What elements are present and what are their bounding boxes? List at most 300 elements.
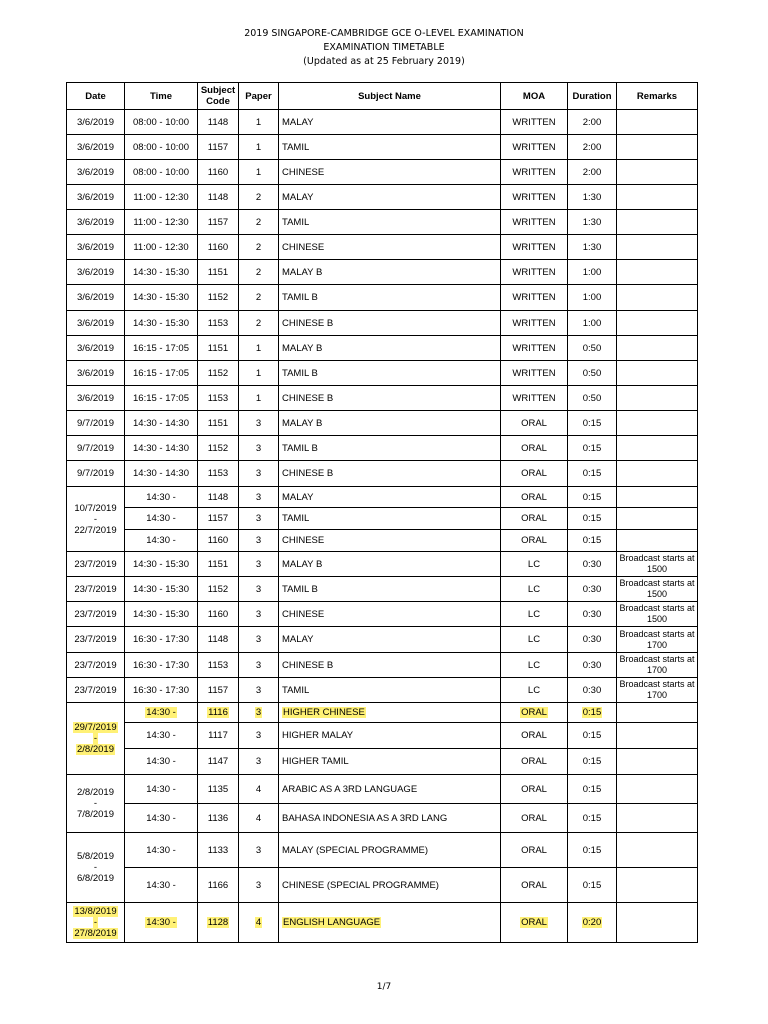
moa-cell: ORAL	[501, 461, 568, 487]
duration-cell: 0:50	[568, 361, 617, 386]
duration-cell: 0:50	[568, 336, 617, 361]
moa-cell: WRITTEN	[501, 260, 568, 285]
subject-code-cell: 1153	[198, 311, 239, 336]
subject-name-cell: CHINESE	[279, 160, 501, 185]
remarks-cell: Broadcast starts at 1700	[617, 678, 698, 703]
time-cell: 11:00 - 12:30	[125, 235, 198, 260]
paper-cell: 3	[239, 508, 279, 530]
date-range-part: 22/7/2019	[74, 524, 117, 536]
subject-name-cell-text: ENGLISH LANGUAGE	[283, 917, 381, 928]
paper-cell: 2	[239, 235, 279, 260]
subject-name-cell: TAMIL	[279, 678, 501, 703]
remarks-cell	[617, 723, 698, 749]
duration-cell: 2:00	[568, 135, 617, 160]
remarks-cell	[617, 903, 698, 943]
remarks-cell	[617, 703, 698, 723]
subject-code-cell: 1151	[198, 260, 239, 285]
date-cell: 9/7/2019	[67, 461, 125, 487]
date-range-cell	[67, 775, 125, 833]
moa-cell: WRITTEN	[501, 160, 568, 185]
moa-cell: ORAL	[501, 508, 568, 530]
date-range-part: 7/8/2019	[77, 809, 114, 820]
table-row	[67, 386, 698, 411]
table-row	[67, 627, 698, 653]
date-range-part: -	[93, 798, 98, 809]
date-range-text: -	[93, 917, 98, 928]
date-cell: 23/7/2019	[67, 627, 125, 653]
subject-code-cell: 1136	[198, 804, 239, 833]
subject-code-cell: 1152	[198, 577, 239, 602]
date-range-part	[69, 917, 122, 928]
duration-cell: 0:15	[568, 833, 617, 868]
subject-code-cell: 1152	[198, 436, 239, 461]
moa-cell-text: ORAL	[521, 917, 547, 928]
subject-name-cell: BAHASA INDONESIA AS A 3RD LANG	[279, 804, 501, 833]
remarks-cell: Broadcast starts at 1500	[617, 602, 698, 627]
date-range-text: -	[93, 733, 98, 744]
moa-cell: WRITTEN	[501, 311, 568, 336]
table-row	[67, 552, 698, 577]
remarks-cell	[617, 508, 698, 530]
time-cell: 16:15 - 17:05	[125, 386, 198, 411]
duration-cell: 0:30	[568, 552, 617, 577]
duration-cell: 0:15	[568, 804, 617, 833]
paper-cell: 2	[239, 311, 279, 336]
duration-cell: 0:15	[568, 411, 617, 436]
date-cell: 3/6/2019	[67, 210, 125, 235]
remarks-cell	[617, 235, 698, 260]
table-row	[67, 804, 698, 833]
moa-cell	[501, 703, 568, 723]
table-row	[67, 602, 698, 627]
paper-cell: 1	[239, 336, 279, 361]
time-cell: 16:30 - 17:30	[125, 627, 198, 653]
table-row	[67, 775, 698, 804]
remarks-cell	[617, 336, 698, 361]
duration-cell	[568, 703, 617, 723]
date-range-part: -	[93, 513, 98, 525]
remarks-cell	[617, 804, 698, 833]
moa-cell: ORAL	[501, 436, 568, 461]
table-row	[67, 577, 698, 602]
table-row	[67, 135, 698, 160]
duration-cell: 0:15	[568, 749, 617, 775]
table-row	[67, 868, 698, 903]
date-range-part	[69, 928, 122, 939]
subject-code-cell	[198, 703, 239, 723]
remarks-cell	[617, 411, 698, 436]
date-cell: 3/6/2019	[67, 336, 125, 361]
date-cell: 9/7/2019	[67, 411, 125, 436]
paper-cell: 4	[239, 804, 279, 833]
subject-code-cell: 1148	[198, 110, 239, 135]
moa-cell: LC	[501, 627, 568, 653]
table-row	[67, 210, 698, 235]
time-cell: 14:30 -	[125, 775, 198, 804]
moa-cell: ORAL	[501, 749, 568, 775]
table-row	[67, 723, 698, 749]
remarks-cell	[617, 361, 698, 386]
paper-cell: 3	[239, 487, 279, 508]
date-cell: 3/6/2019	[67, 135, 125, 160]
subject-name-cell: TAMIL	[279, 210, 501, 235]
time-cell: 14:30 - 15:30	[125, 577, 198, 602]
subject-code-cell: 1151	[198, 336, 239, 361]
subject-name-cell: TAMIL B	[279, 361, 501, 386]
duration-cell: 1:30	[568, 185, 617, 210]
date-range-cell	[67, 487, 125, 552]
duration-cell: 0:30	[568, 678, 617, 703]
moa-cell: WRITTEN	[501, 110, 568, 135]
moa-cell: ORAL	[501, 411, 568, 436]
date-cell: 3/6/2019	[67, 235, 125, 260]
date-cell: 23/7/2019	[67, 678, 125, 703]
subject-code-cell	[198, 903, 239, 943]
date-range-text: 13/8/2019	[74, 906, 117, 917]
moa-cell: ORAL	[501, 833, 568, 868]
table-row	[67, 749, 698, 775]
subject-name-cell: TAMIL B	[279, 436, 501, 461]
subject-code-cell: 1160	[198, 530, 239, 552]
date-range-text: 2/8/2019	[77, 744, 114, 755]
date-range-part: 2/8/2019	[77, 787, 114, 798]
remarks-cell	[617, 868, 698, 903]
moa-cell	[501, 903, 568, 943]
paper-cell: 2	[239, 260, 279, 285]
moa-cell: LC	[501, 678, 568, 703]
time-cell-text: 14:30 -	[146, 917, 176, 928]
date-range-text: 27/8/2019	[74, 928, 117, 939]
date-cell: 3/6/2019	[67, 260, 125, 285]
paper-cell: 3	[239, 627, 279, 653]
date-range-part	[69, 744, 122, 755]
subject-name-cell: MALAY B	[279, 260, 501, 285]
table-header-row	[67, 83, 698, 110]
time-cell: 14:30 -	[125, 530, 198, 552]
paper-cell: 3	[239, 411, 279, 436]
date-range-cell	[67, 833, 125, 903]
moa-cell: WRITTEN	[501, 210, 568, 235]
subject-name-cell: MALAY B	[279, 336, 501, 361]
subject-name-cell: CHINESE	[279, 602, 501, 627]
table-row	[67, 436, 698, 461]
moa-cell: LC	[501, 552, 568, 577]
subject-name-cell: CHINESE B	[279, 311, 501, 336]
table-row	[67, 653, 698, 678]
subject-code-cell: 1133	[198, 833, 239, 868]
duration-cell: 0:50	[568, 386, 617, 411]
table-row	[67, 336, 698, 361]
paper-cell	[239, 903, 279, 943]
remarks-cell	[617, 530, 698, 552]
document-header	[0, 27, 768, 69]
paper-cell: 3	[239, 833, 279, 868]
subject-name-cell: MALAY B	[279, 411, 501, 436]
table-row	[67, 160, 698, 185]
subject-code-cell: 1160	[198, 160, 239, 185]
table-row	[67, 487, 698, 508]
subject-name-cell: TAMIL B	[279, 577, 501, 602]
subject-name-cell-text: HIGHER CHINESE	[283, 707, 365, 718]
time-cell: 14:30 -	[125, 723, 198, 749]
page-number: 1/7	[376, 982, 392, 992]
subject-name-cell: TAMIL	[279, 135, 501, 160]
subject-name-cell: MALAY	[279, 110, 501, 135]
date-range-part: 10/7/2019	[74, 502, 117, 514]
paper-cell: 3	[239, 577, 279, 602]
duration-cell: 0:15	[568, 508, 617, 530]
remarks-cell	[617, 487, 698, 508]
subject-code-cell: 1117	[198, 723, 239, 749]
date-cell: 23/7/2019	[67, 602, 125, 627]
col-header-paper: Paper	[239, 83, 279, 110]
subject-name-cell: CHINESE B	[279, 653, 501, 678]
table-row	[67, 285, 698, 311]
moa-cell: ORAL	[501, 868, 568, 903]
subject-name-cell: CHINESE	[279, 530, 501, 552]
subject-name-cell: CHINESE (SPECIAL PROGRAMME)	[279, 868, 501, 903]
subject-code-cell-text: 1116	[208, 707, 228, 718]
subject-name-cell: TAMIL B	[279, 285, 501, 311]
duration-cell: 0:30	[568, 653, 617, 678]
subject-code-cell: 1148	[198, 185, 239, 210]
date-range-cell	[67, 903, 125, 943]
time-cell-text: 14:30 -	[146, 707, 176, 718]
duration-cell: 0:30	[568, 627, 617, 653]
duration-cell: 0:15	[568, 775, 617, 804]
remarks-cell	[617, 185, 698, 210]
paper-cell: 3	[239, 749, 279, 775]
date-cell: 3/6/2019	[67, 110, 125, 135]
subject-code-cell: 1153	[198, 653, 239, 678]
paper-cell: 4	[239, 775, 279, 804]
date-cell: 23/7/2019	[67, 552, 125, 577]
subject-name-cell: MALAY B	[279, 552, 501, 577]
table-row	[67, 678, 698, 703]
duration-cell-text: 0:20	[582, 917, 602, 928]
subject-name-cell: MALAY	[279, 487, 501, 508]
duration-cell: 1:00	[568, 260, 617, 285]
time-cell: 14:30 - 14:30	[125, 461, 198, 487]
remarks-cell	[617, 260, 698, 285]
moa-cell: ORAL	[501, 530, 568, 552]
paper-cell: 1	[239, 160, 279, 185]
duration-cell: 0:15	[568, 868, 617, 903]
duration-cell: 0:15	[568, 530, 617, 552]
subject-name-cell: HIGHER MALAY	[279, 723, 501, 749]
table-row	[67, 110, 698, 135]
moa-cell: WRITTEN	[501, 336, 568, 361]
paper-cell-text: 3	[255, 707, 262, 718]
subject-code-cell: 1152	[198, 361, 239, 386]
subject-code-cell: 1166	[198, 868, 239, 903]
duration-cell: 0:15	[568, 461, 617, 487]
paper-cell: 3	[239, 653, 279, 678]
duration-cell	[568, 903, 617, 943]
subject-name-cell: MALAY	[279, 627, 501, 653]
subject-code-cell: 1153	[198, 386, 239, 411]
subject-code-cell: 1151	[198, 411, 239, 436]
moa-cell: ORAL	[501, 487, 568, 508]
remarks-cell	[617, 749, 698, 775]
table-row	[67, 185, 698, 210]
time-cell: 14:30 - 15:30	[125, 260, 198, 285]
remarks-cell: Broadcast starts at 1500	[617, 552, 698, 577]
subject-name-cell: CHINESE	[279, 235, 501, 260]
date-cell: 3/6/2019	[67, 386, 125, 411]
paper-cell: 2	[239, 185, 279, 210]
subject-code-cell: 1157	[198, 678, 239, 703]
timetable	[66, 82, 698, 943]
table-row	[67, 411, 698, 436]
subject-code-cell: 1157	[198, 135, 239, 160]
moa-cell: ORAL	[501, 775, 568, 804]
date-range-part: 5/8/2019	[77, 851, 114, 862]
time-cell: 14:30 -	[125, 868, 198, 903]
duration-cell: 0:30	[568, 602, 617, 627]
moa-cell: WRITTEN	[501, 235, 568, 260]
paper-cell: 3	[239, 436, 279, 461]
moa-cell: LC	[501, 602, 568, 627]
paper-cell: 3	[239, 868, 279, 903]
subject-name-cell: ARABIC AS A 3RD LANGUAGE	[279, 775, 501, 804]
table-row	[67, 903, 698, 943]
subject-name-cell: MALAY (SPECIAL PROGRAMME)	[279, 833, 501, 868]
time-cell: 11:00 - 12:30	[125, 185, 198, 210]
date-range-cell	[67, 703, 125, 775]
date-cell: 23/7/2019	[67, 653, 125, 678]
paper-cell: 1	[239, 110, 279, 135]
paper-cell: 1	[239, 386, 279, 411]
time-cell: 08:00 - 10:00	[125, 135, 198, 160]
paper-cell-text: 4	[255, 917, 262, 928]
time-cell: 16:15 - 17:05	[125, 336, 198, 361]
paper-cell	[239, 703, 279, 723]
subject-code-cell: 1157	[198, 210, 239, 235]
col-header-date: Date	[67, 83, 125, 110]
time-cell: 16:30 - 17:30	[125, 653, 198, 678]
remarks-cell	[617, 775, 698, 804]
remarks-cell	[617, 436, 698, 461]
duration-cell: 0:15	[568, 723, 617, 749]
duration-cell: 1:00	[568, 311, 617, 336]
exam-title: 2019 SINGAPORE-CAMBRIDGE GCE O-LEVEL EXAMINATION	[244, 28, 524, 39]
table-row	[67, 833, 698, 868]
remarks-cell	[617, 461, 698, 487]
remarks-cell	[617, 311, 698, 336]
paper-cell: 2	[239, 210, 279, 235]
moa-cell: WRITTEN	[501, 386, 568, 411]
subject-name-cell: HIGHER TAMIL	[279, 749, 501, 775]
table-row	[67, 361, 698, 386]
time-cell: 08:00 - 10:00	[125, 160, 198, 185]
subject-code-cell: 1157	[198, 508, 239, 530]
moa-cell: LC	[501, 653, 568, 678]
date-cell: 3/6/2019	[67, 361, 125, 386]
remarks-cell	[617, 833, 698, 868]
col-header-remarks: Remarks	[617, 83, 698, 110]
subject-name-cell: TAMIL	[279, 508, 501, 530]
moa-cell: ORAL	[501, 723, 568, 749]
date-range-part: 6/8/2019	[77, 873, 114, 884]
time-cell: 14:30 - 15:30	[125, 602, 198, 627]
moa-cell: WRITTEN	[501, 285, 568, 311]
table-row	[67, 260, 698, 285]
col-header-time: Time	[125, 83, 198, 110]
remarks-cell	[617, 110, 698, 135]
subject-code-cell: 1151	[198, 552, 239, 577]
date-cell: 3/6/2019	[67, 185, 125, 210]
timetable-title: EXAMINATION TIMETABLE	[323, 42, 445, 53]
table-row	[67, 311, 698, 336]
duration-cell: 0:15	[568, 436, 617, 461]
moa-cell: ORAL	[501, 804, 568, 833]
date-cell: 23/7/2019	[67, 577, 125, 602]
subject-code-cell: 1148	[198, 627, 239, 653]
subject-code-cell: 1147	[198, 749, 239, 775]
remarks-cell	[617, 135, 698, 160]
col-header-subject-name: Subject Name	[279, 83, 501, 110]
col-header-subject-code: Subject Code	[198, 83, 239, 110]
paper-cell: 3	[239, 678, 279, 703]
time-cell: 14:30 - 14:30	[125, 411, 198, 436]
duration-cell: 1:30	[568, 210, 617, 235]
date-range-part	[69, 906, 122, 917]
time-cell: 14:30 -	[125, 804, 198, 833]
subject-code-cell: 1153	[198, 461, 239, 487]
table-row	[67, 508, 698, 530]
paper-cell: 1	[239, 361, 279, 386]
time-cell: 14:30 -	[125, 749, 198, 775]
remarks-cell: Broadcast starts at 1500	[617, 577, 698, 602]
subject-name-cell: CHINESE B	[279, 461, 501, 487]
time-cell: 08:00 - 10:00	[125, 110, 198, 135]
duration-cell: 0:30	[568, 577, 617, 602]
subject-code-cell-text: 1128	[207, 917, 229, 928]
duration-cell: 2:00	[568, 110, 617, 135]
duration-cell: 1:00	[568, 285, 617, 311]
time-cell	[125, 903, 198, 943]
remarks-cell	[617, 160, 698, 185]
subject-code-cell: 1152	[198, 285, 239, 311]
moa-cell: WRITTEN	[501, 185, 568, 210]
time-cell: 14:30 - 15:30	[125, 285, 198, 311]
time-cell: 16:30 - 17:30	[125, 678, 198, 703]
subject-code-cell: 1135	[198, 775, 239, 804]
time-cell: 14:30 - 15:30	[125, 552, 198, 577]
table-row	[67, 461, 698, 487]
col-header-moa: MOA	[501, 83, 568, 110]
subject-name-cell: CHINESE B	[279, 386, 501, 411]
paper-cell: 3	[239, 461, 279, 487]
remarks-cell	[617, 285, 698, 311]
remarks-cell	[617, 386, 698, 411]
duration-cell-text: 0:15	[582, 707, 602, 718]
paper-cell: 1	[239, 135, 279, 160]
subject-name-cell: MALAY	[279, 185, 501, 210]
time-cell: 14:30 - 14:30	[125, 436, 198, 461]
table-row	[67, 235, 698, 260]
table-row	[67, 703, 698, 723]
time-cell: 14:30 -	[125, 833, 198, 868]
date-cell: 3/6/2019	[67, 285, 125, 311]
subject-code-cell: 1160	[198, 235, 239, 260]
duration-cell: 1:30	[568, 235, 617, 260]
date-range-text: 29/7/2019	[74, 722, 117, 733]
time-cell: 11:00 - 12:30	[125, 210, 198, 235]
time-cell	[125, 703, 198, 723]
remarks-cell	[617, 210, 698, 235]
